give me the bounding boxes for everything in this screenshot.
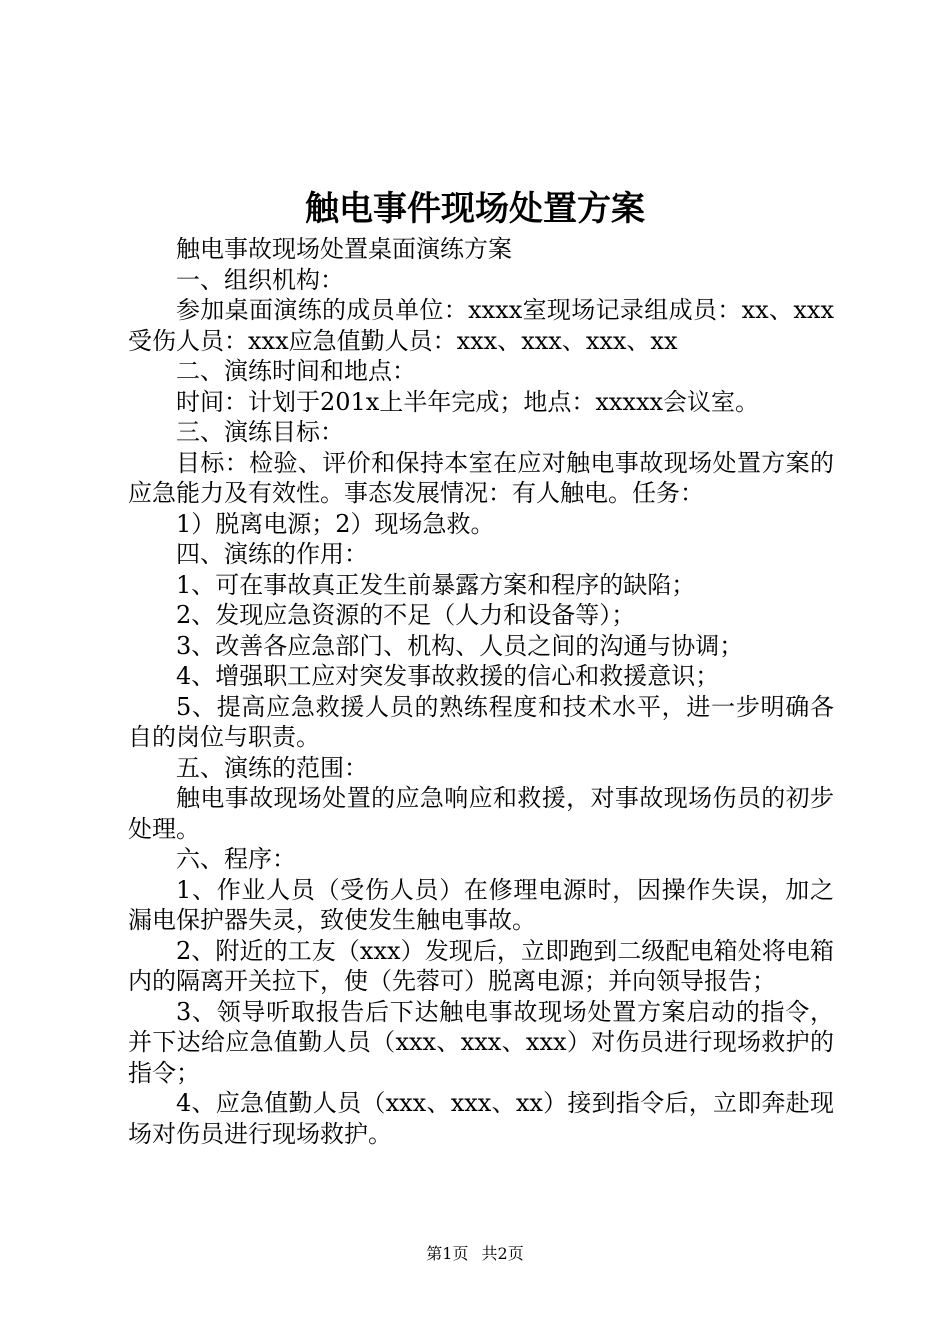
paragraph-heading-scope: 五、演练的范围： (176, 753, 368, 782)
paragraph-heading-goals: 三、演练目标： (176, 418, 344, 446)
page-number-current: 第1页 (426, 1244, 469, 1263)
paragraph-purpose-2: 2、发现应急资源的不足（人力和设备等）； (176, 601, 636, 629)
paragraph-procedure-1: 1、作业人员（受伤人员）在修理电源时，因操作失误，加之漏电保护器失灵，致使发生触电事故。 (128, 875, 834, 934)
page-footer (0, 1242, 950, 1266)
paragraph-heading-procedure: 六、程序： (176, 845, 296, 873)
paragraph-tasks: 1）脱离电源；2）现场急救。 (176, 509, 495, 538)
page-number-total: 共2页 (481, 1244, 524, 1263)
paragraph-purpose-1: 1、可在事故真正发生前暴露方案和程序的缺陷； (176, 570, 696, 599)
paragraph-subtitle: 触电事故现场处置桌面演练方案 (176, 235, 512, 263)
paragraph-heading-organization: 一、组织机构： (176, 265, 344, 294)
paragraph-heading-purpose: 四、演练的作用： (176, 540, 368, 568)
paragraph-purpose-3: 3、改善各应急部门、机构、人员之间的沟通与协调； (176, 631, 744, 660)
paragraph-heading-time-place: 二、演练时间和地点： (176, 357, 416, 385)
paragraph-time-place: 时间：计划于201x上半年完成；地点：xxxxx会议室。 (176, 387, 760, 416)
paragraph-procedure-3: 3、领导听取报告后下达触电事故现场处置方案启动的指令，并下达给应急值勤人员（xxx、xxx、xxx）对伤员进行现场救护的指令； (128, 997, 834, 1087)
paragraph-members: 参加桌面演练的成员单位：xxxx室现场记录组成员：xx、xxx受伤人员：xxx应急值勤人员：xxx、xxx、xxx、xx (128, 296, 834, 355)
paragraph-goals: 目标：检验、评价和保持本室在应对触电事故现场处置方案的应急能力及有效性。事态发展情况：有人触电。任务： (128, 448, 834, 507)
document-body (128, 234, 834, 1149)
paragraph-procedure-2: 2、附近的工友（xxx）发现后，立即跑到二级配电箱处将电箱内的隔离开关拉下，使（先蓉可）脱离电源；并向领导报告； (128, 936, 834, 995)
paragraph-purpose-4: 4、增强职工应对突发事故救援的信心和救援意识； (176, 662, 720, 690)
paragraph-purpose-5: 5、提高应急救援人员的熟练程度和技术水平，进一步明确各自的岗位与职责。 (128, 692, 834, 751)
document-title: 触电事件现场处置方案 (305, 189, 645, 229)
paragraph-procedure-4: 4、应急值勤人员（xxx、xxx、xx）接到指令后，立即奔赴现场对伤员进行现场救护。 (128, 1089, 834, 1148)
paragraph-scope: 触电事故现场处置的应急响应和救援，对事故现场伤员的初步处理。 (128, 784, 834, 843)
